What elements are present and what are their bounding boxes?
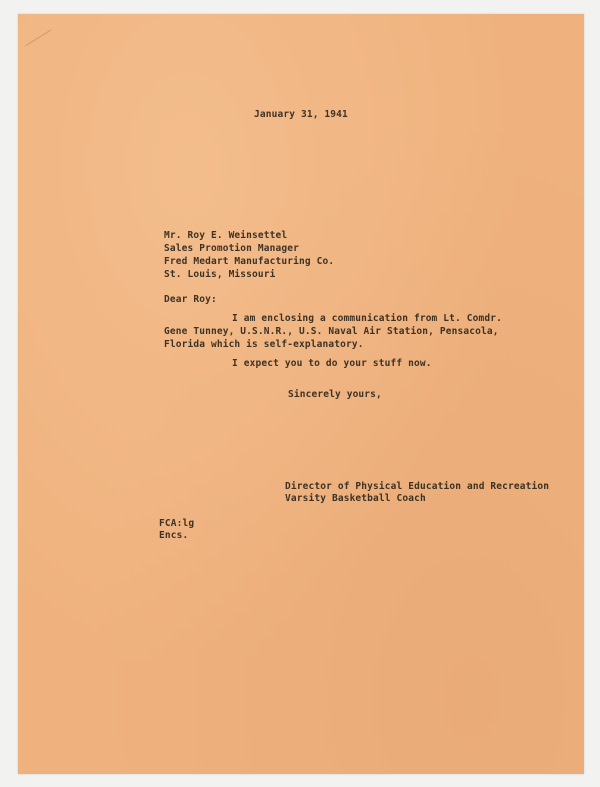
recipient-title: Sales Promotion Manager [164, 243, 299, 254]
recipient-city: St. Louis, Missouri [164, 269, 276, 280]
letter-date: January 31, 1941 [254, 109, 348, 120]
enclosure-note: Encs. [159, 530, 189, 541]
body-line-1: I am enclosing a communication from Lt. Comdr. [232, 313, 502, 324]
reference-initials: FCA:lg [159, 518, 195, 529]
signature-line-1: Director of Physical Education and Recreation [285, 481, 550, 492]
corner-crease [25, 29, 61, 61]
signature-line-2: Varsity Basketball Coach [285, 493, 426, 504]
recipient-name: Mr. Roy E. Weinsettel [164, 230, 288, 241]
salutation: Dear Roy: [164, 294, 217, 305]
body-paragraph-2: I expect you to do your stuff now. [232, 358, 432, 369]
body-line-3: Florida which is self-explanatory. [164, 339, 364, 350]
body-line-2: Gene Tunney, U.S.N.R., U.S. Naval Air Station, Pensacola, [164, 326, 499, 337]
recipient-company: Fred Medart Manufacturing Co. [164, 256, 335, 267]
closing: Sincerely yours, [288, 389, 382, 400]
